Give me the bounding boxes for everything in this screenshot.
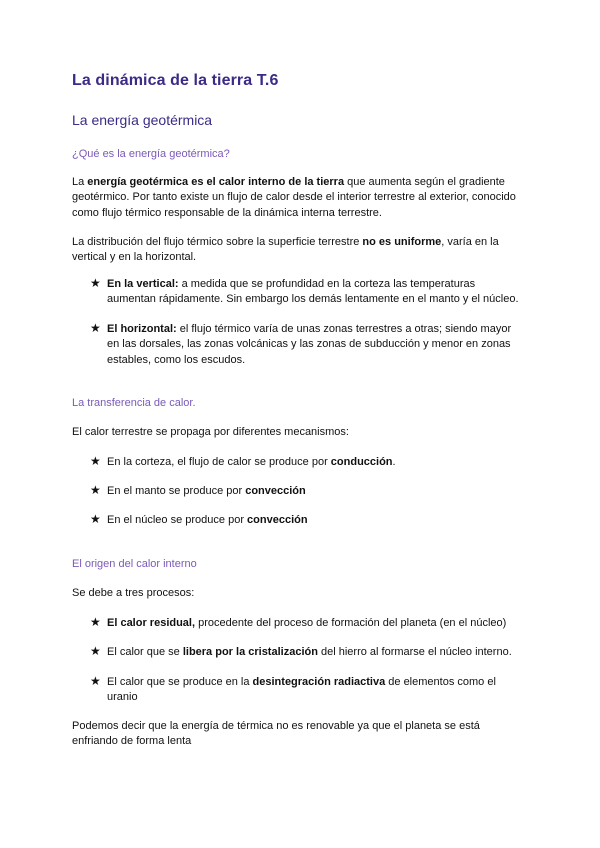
list-item: ★ El calor que se produce en la desintegración radiactiva de elementos como el uranio (90, 674, 496, 704)
document-title: La dinámica de la tierra T.6 (72, 72, 279, 89)
list-item: ★ En la corteza, el flujo de calor se produce por conducción. (90, 454, 396, 468)
section-heading-transferencia: La transferencia de calor. (72, 397, 196, 409)
list-item: ★ En la vertical: a medida que se profundidad en la corteza las temperaturas aumentan rápidamente. Sin embargo los demás lentamente en el manto y el núcleo. (90, 276, 519, 306)
list-item: ★ El calor que se libera por la cristalización del hierro al formarse el núcleo interno. (90, 644, 512, 658)
star-bullet-icon: ★ (90, 454, 101, 468)
star-bullet-icon: ★ (90, 615, 101, 629)
star-bullet-icon: ★ (90, 512, 101, 526)
list-item: ★ En el manto se produce por convección (90, 483, 306, 497)
section-heading-origen: El origen del calor interno (72, 558, 197, 570)
star-bullet-icon: ★ (90, 483, 101, 497)
star-bullet-icon: ★ (90, 276, 101, 290)
paragraph-transfer-intro: El calor terrestre se propaga por diferentes mecanismos: (72, 426, 349, 438)
paragraph-origin-intro: Se debe a tres procesos: (72, 587, 195, 599)
section-heading-que-es: ¿Qué es la energía geotérmica? (72, 148, 230, 160)
paragraph-distribution: La distribución del flujo térmico sobre la superficie terrestre no es uniforme, varía en la vertical y en la horizontal. (72, 236, 499, 264)
document-subtitle: La energía geotérmica (72, 112, 213, 128)
paragraph-definition: La energía geotérmica es el calor interno de la tierra que aumenta según el gradiente geotérmico. Por tanto existe un flujo de calor desde el interior terrestre al exterior, conocido como flujo térmico responsable de la dinámica interna terrestre. (72, 176, 516, 219)
list-item: ★ El horizontal: el flujo térmico varía de unas zonas terrestres a otras; siendo mayor en las dorsales, las zonas volcánicas y las zonas de subducción y menor en zonas estables, como los escudos. (90, 321, 512, 366)
star-bullet-icon: ★ (90, 674, 101, 688)
star-bullet-icon: ★ (90, 644, 101, 658)
star-bullet-icon: ★ (90, 321, 101, 335)
paragraph-closing: Podemos decir que la energía de térmica no es renovable ya que el planeta se está enfriando de forma lenta (72, 720, 480, 748)
list-item: ★ El calor residual, procedente del proceso de formación del planeta (en el núcleo) (90, 615, 507, 629)
list-item: ★ En el núcleo se produce por convección (90, 512, 308, 526)
